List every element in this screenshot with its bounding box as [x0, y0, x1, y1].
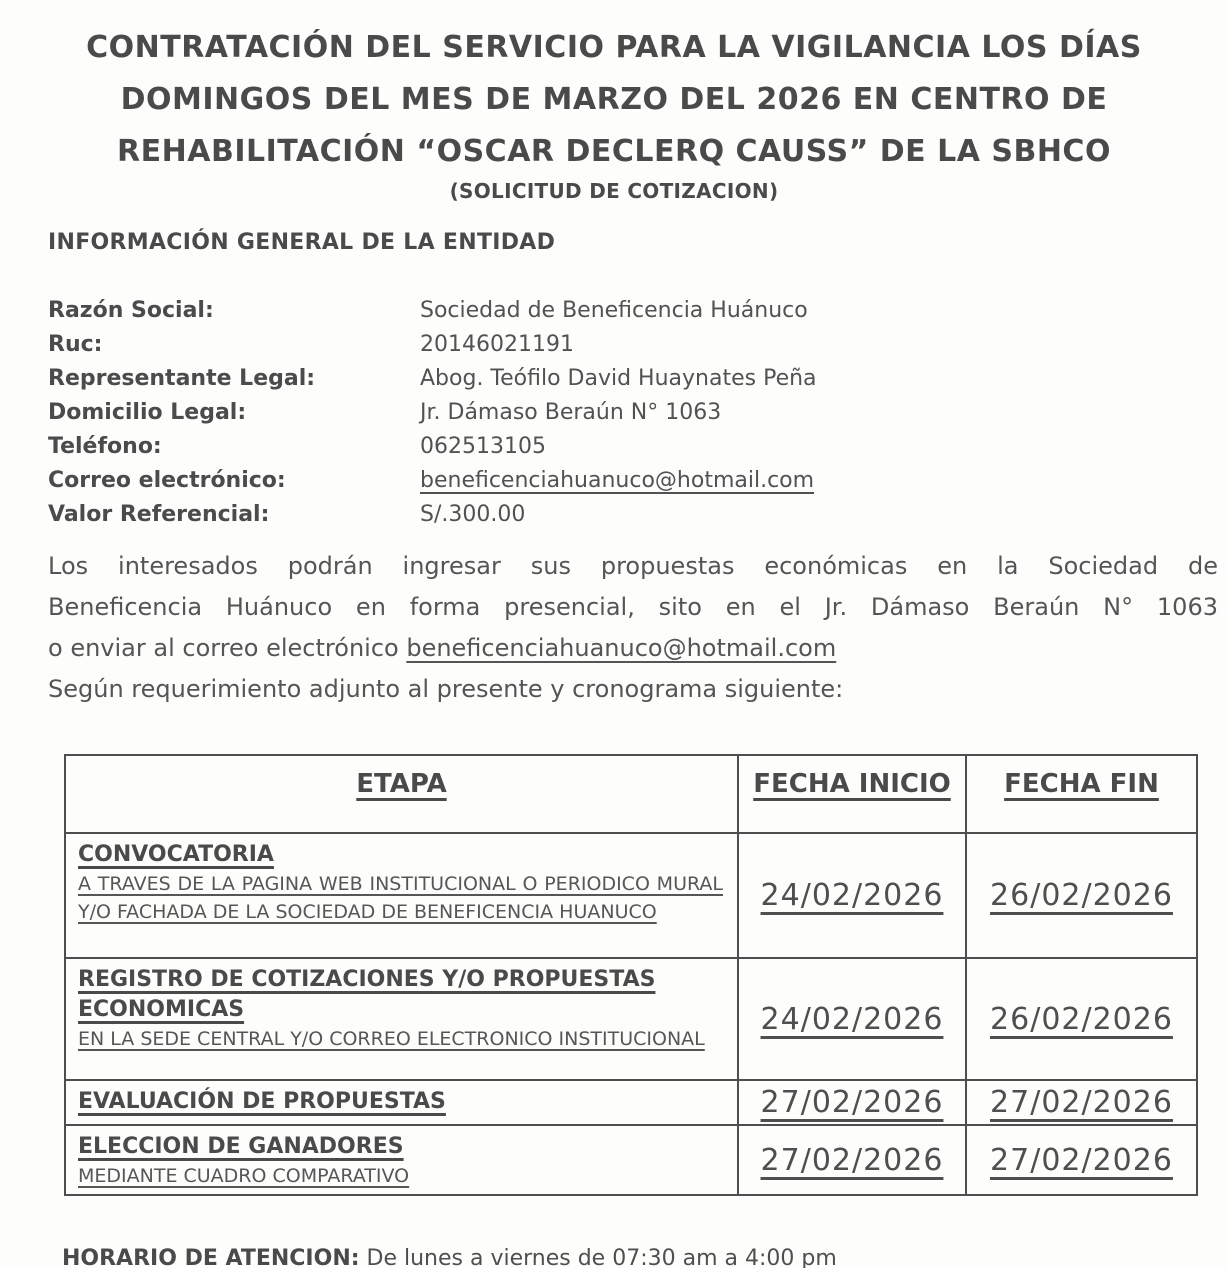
- stage-title: CONVOCATORIA: [78, 842, 274, 867]
- header-etapa: ETAPA: [65, 755, 738, 833]
- field-representante-legal: [48, 366, 1228, 400]
- intro-line-1: Los interesados podrán ingresar sus propuestas económicas en la Sociedad de: [48, 552, 1218, 580]
- table-row-convocatoria: [65, 833, 1197, 958]
- schedule-table: [64, 754, 1198, 1196]
- table-row-registro: [65, 958, 1197, 1080]
- stage-cell: [65, 1080, 738, 1125]
- intro-line-3: [48, 628, 1218, 669]
- field-label: Domicilio Legal:: [48, 400, 247, 425]
- stage-cell: [65, 1125, 738, 1195]
- schedule-header-row: [65, 755, 1197, 833]
- field-domicilio-legal: [48, 400, 1228, 434]
- stage-title: EVALUACIÓN DE PROPUESTAS: [78, 1089, 446, 1114]
- document-subtitle: (SOLICITUD DE COTIZACION): [449, 179, 779, 203]
- intro-paragraph: [48, 546, 1218, 710]
- header-fecha-fin: FECHA FIN: [966, 755, 1197, 833]
- field-razon-social: [48, 298, 1228, 332]
- stage-detail: MEDIANTE CUADRO COMPARATIVO: [78, 1165, 410, 1187]
- entity-section-heading: INFORMACIÓN GENERAL DE LA ENTIDAD: [48, 230, 556, 255]
- field-label: Representante Legal:: [48, 366, 316, 391]
- start-date-cell: 27/02/2026: [738, 1125, 966, 1195]
- field-value: Jr. Dámaso Beraún N° 1063: [420, 400, 722, 425]
- field-value: 20146021191: [420, 332, 574, 357]
- entity-email-link: beneficenciahuanuco@hotmail.com: [420, 468, 815, 493]
- end-date-cell: 26/02/2026: [966, 833, 1197, 958]
- title-line-3: REHABILITACIÓN “OSCAR DECLERQ CAUSS” DE LA SBHCO: [117, 134, 1111, 169]
- intro-line-2: Beneficencia Huánuco en forma presencial, sito en el Jr. Dámaso Beraún N° 1063: [48, 593, 1218, 621]
- start-date-cell: 27/02/2026: [738, 1080, 966, 1125]
- stage-title: ELECCION DE GANADORES: [78, 1134, 404, 1159]
- field-label: Valor Referencial:: [48, 502, 270, 527]
- field-value: 062513105: [420, 434, 546, 459]
- stage-detail: A TRAVES DE LA PAGINA WEB INSTITUCIONAL O PERIODICO MURAL Y/O FACHADA DE LA SOCIEDAD DE BENEFICENCIA HUANUCO: [78, 873, 723, 923]
- field-label: Ruc:: [48, 332, 103, 357]
- table-row-eleccion: [65, 1125, 1197, 1195]
- attention-hours: [62, 1244, 1228, 1268]
- end-date-cell: 26/02/2026: [966, 958, 1197, 1080]
- title-line-2: DOMINGOS DEL MES DE MARZO DEL 2026 EN CENTRO DE: [120, 82, 1108, 117]
- field-correo-electronico: [48, 468, 1228, 502]
- stage-detail: EN LA SEDE CENTRAL Y/O CORREO ELECTRONICO INSTITUCIONAL: [78, 1028, 705, 1050]
- stage-cell: [65, 833, 738, 958]
- end-date-cell: 27/02/2026: [966, 1080, 1197, 1125]
- attention-hours-value: De lunes a viernes de 07:30 am a 4:00 pm: [359, 1246, 837, 1268]
- end-date-cell: 27/02/2026: [966, 1125, 1197, 1195]
- table-row-evaluacion: [65, 1080, 1197, 1125]
- header-fecha-inicio: FECHA INICIO: [738, 755, 966, 833]
- start-date-cell: 24/02/2026: [738, 833, 966, 958]
- stage-title: REGISTRO DE COTIZACIONES Y/O PROPUESTAS ECONOMICAS: [78, 967, 656, 1022]
- field-value: Sociedad de Beneficencia Huánuco: [420, 298, 808, 323]
- field-label: Correo electrónico:: [48, 468, 286, 493]
- start-date-cell: 24/02/2026: [738, 958, 966, 1080]
- field-telefono: [48, 434, 1228, 468]
- intro-email-link: beneficenciahuanuco@hotmail.com: [406, 634, 837, 662]
- field-value: Abog. Teófilo David Huaynates Peña: [420, 366, 817, 391]
- attention-hours-label: HORARIO DE ATENCION:: [62, 1246, 360, 1268]
- field-valor-referencial: [48, 502, 1228, 536]
- stage-cell: [65, 958, 738, 1080]
- title-line-1: CONTRATACIÓN DEL SERVICIO PARA LA VIGILANCIA LOS DÍAS: [86, 30, 1142, 65]
- field-label: Razón Social:: [48, 298, 214, 323]
- intro-line-3-text: o enviar al correo electrónico: [48, 634, 407, 662]
- document-title: [26, 22, 1202, 178]
- field-label: Teléfono:: [48, 434, 162, 459]
- entity-fields: [48, 298, 1228, 536]
- field-ruc: [48, 332, 1228, 366]
- intro-line-4: Según requerimiento adjunto al presente y cronograma siguiente:: [48, 675, 844, 703]
- field-value: S/.300.00: [420, 502, 526, 527]
